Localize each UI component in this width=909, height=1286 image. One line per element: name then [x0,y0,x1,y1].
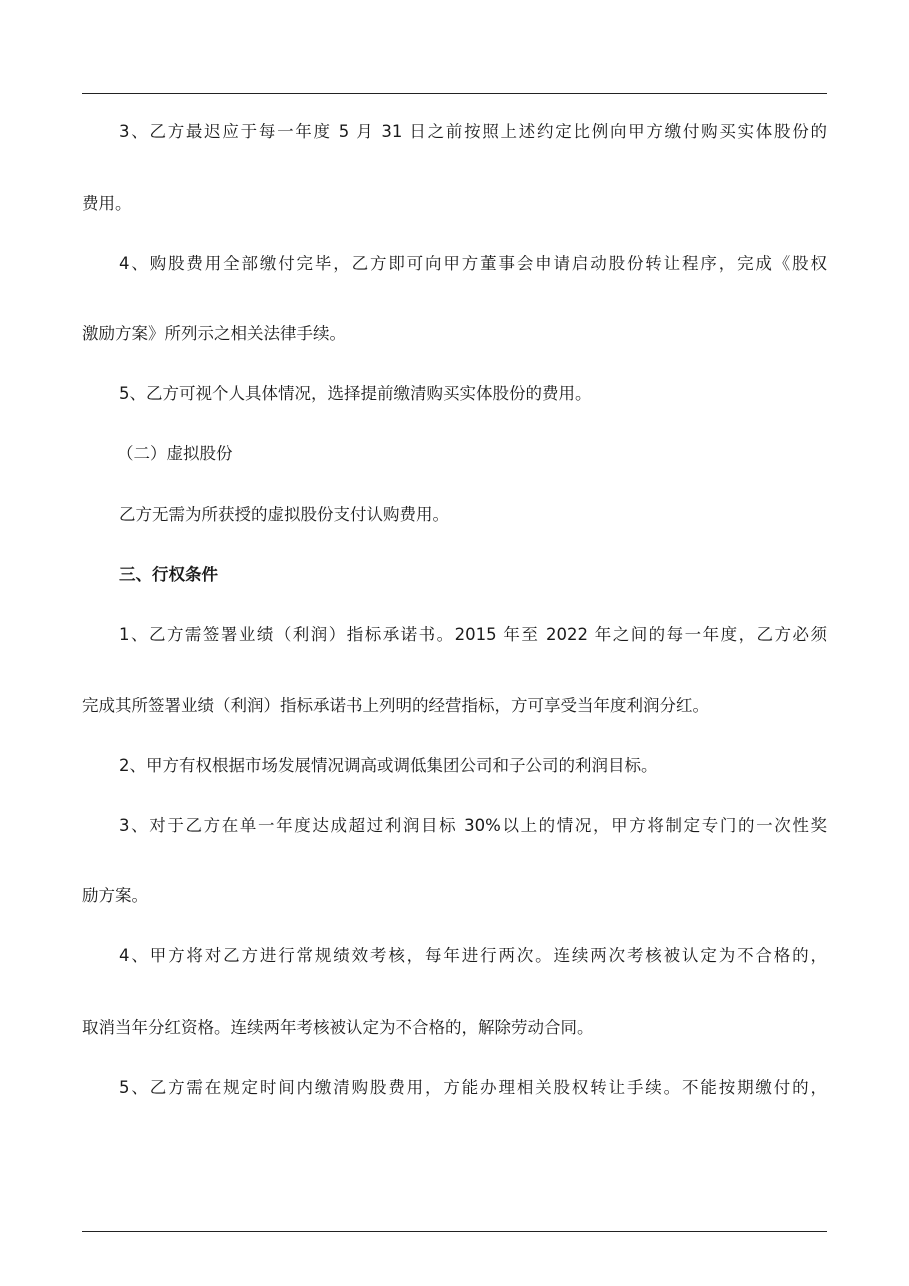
paragraph-line: 4、购股费用全部缴付完毕，乙方即可向甲方董事会申请启动股份转让程序，完成《股权 [119,254,827,273]
paragraph-line: 激励方案》所列示之相关法律手续。 [82,324,346,343]
paragraph-line: 1、乙方需签署业绩（利润）指标承诺书。2015 年至 2022 年之间的每一年度，乙方必须 [119,625,827,644]
paragraph-line: 励方案。 [82,886,148,905]
paragraph-line: 费用。 [82,194,132,213]
paragraph-line: 完成其所签署业绩（利润）指标承诺书上列明的经营指标，方可享受当年度利润分红。 [82,696,709,715]
paragraph-line: 3、乙方最迟应于每一年度 5 月 31 日之前按照上述约定比例向甲方缴付购买实体股份的 [119,122,827,141]
paragraph-line: 5、乙方可视个人具体情况，选择提前缴清购买实体股份的费用。 [119,384,592,403]
paragraph-line: 3、对于乙方在单一年度达成超过利润目标 30%以上的情况，甲方将制定专门的一次性奖 [119,816,827,835]
subsection-heading: （二）虚拟股份 [117,444,233,463]
paragraph-line: 取消当年分红资格。连续两年考核被认定为不合格的，解除劳动合同。 [82,1018,594,1037]
paragraph-line: 2、甲方有权根据市场发展情况调高或调低集团公司和子公司的利润目标。 [119,756,658,775]
header-rule [82,93,827,94]
paragraph-line: 5、乙方需在规定时间内缴清购股费用，方能办理相关股权转让手续。不能按期缴付的， [119,1078,827,1097]
footer-rule [82,1231,827,1232]
section-heading: 三、行权条件 [119,565,218,584]
paragraph-line: 4、甲方将对乙方进行常规绩效考核，每年进行两次。连续两次考核被认定为不合格的， [119,946,827,965]
paragraph-line: 乙方无需为所获授的虚拟股份支付认购费用。 [119,505,449,524]
